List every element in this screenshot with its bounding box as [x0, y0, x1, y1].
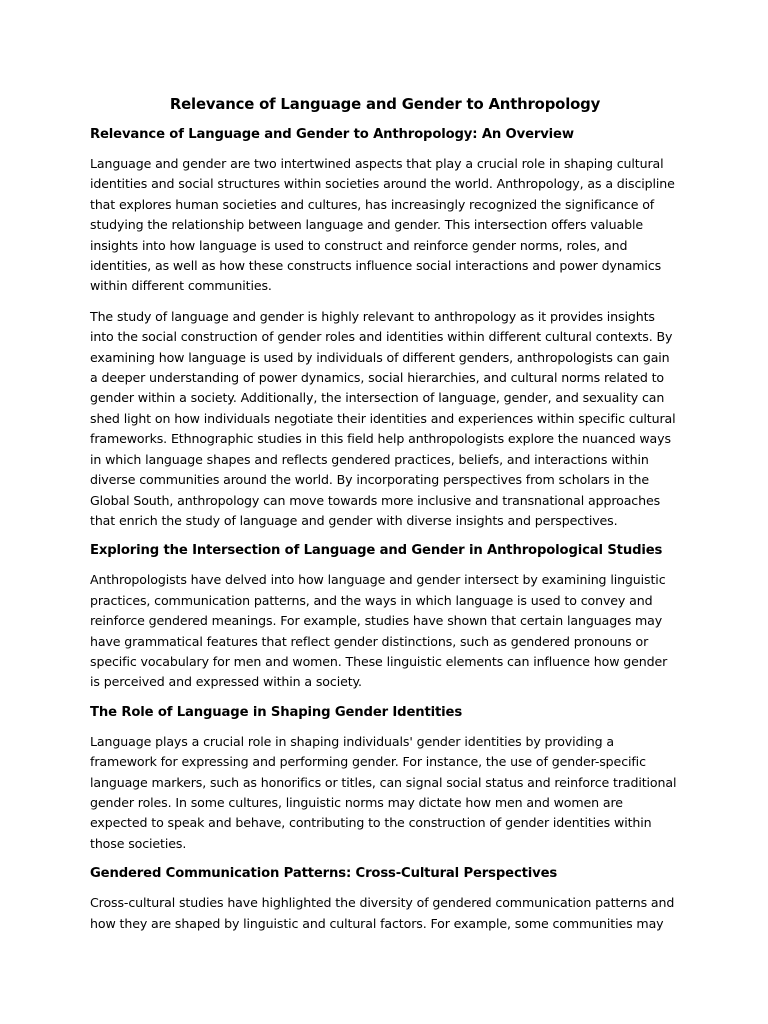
- communication-patterns-paragraph: Cross-cultural studies have highlighted the diversity of gendered communication patterns and how they are shaped by linguistic and cultural factors. For example, some communities may: [90, 895, 675, 931]
- language-role-paragraph: Language plays a crucial role in shaping individuals' gender identities by providing a framework for expressing and performing gender. For instance, the use of gender-specific language markers, such as honorifics or titles, can signal social status and reinforce traditional gender roles. In some cultures, linguistic norms may dictate how men and women are expected to speak and behave, contributing to the construction of gender identities within those societies.: [90, 733, 677, 851]
- section-heading-overview: Relevance of Language and Gender to Anthropology: An Overview: [90, 127, 574, 142]
- document-title: Relevance of Language and Gender to Anthropology: [169, 95, 601, 113]
- intersection-paragraph: Anthropologists have delved into how language and gender intersect by examining linguistic practices, communication patterns, and the ways in which language is used to convey and reinforce gendered meanings. For example, studies have shown that certain languages may have grammatical features that reflect gender distinctions, such as gendered pronouns or specific vocabulary for men and women. These linguistic elements can influence how gender is perceived and expressed within a society.: [90, 572, 668, 690]
- section-heading-language-role: The Role of Language in Shaping Gender Identities: [90, 704, 463, 720]
- overview-paragraph-2: The study of language and gender is highly relevant to anthropology as it provides insights into the social construction of gender roles and identities within different cultural contexts. By examining how language is used by individuals of different genders, anthropologists can gain a deeper understanding of power dynamics, social hierarchies, and cultural norms related to gender within a society. Additionally, the intersection of language, gender, and sexuality can shed light on how individuals negotiate their identities and experiences within specific cultural frameworks. Ethnographic studies in this field help anthropologists explore the nuanced ways in which language shapes and reflects gendered practices, beliefs, and interactions within diverse communities around the world. By incorporating perspectives from scholars in the Global South, anthropology can move towards more inclusive and transnational approaches that enrich the study of language and gender with diverse insights and perspectives.: [90, 308, 676, 528]
- overview-paragraph-1: Language and gender are two intertwined aspects that play a crucial role in shaping cultural identities and social structures within societies around the world. Anthropology, as a discipline that explores human societies and cultures, has increasingly recognized the significance of studying the relationship between language and gender. This intersection offers valuable insights into how language is used to construct and reinforce gender norms, roles, and identities, as well as how these constructs influence social interactions and power dynamics within different communities.: [90, 156, 675, 294]
- section-heading-communication-patterns: Gendered Communication Patterns: Cross-Cultural Perspectives: [90, 866, 558, 882]
- document-content: [90, 92, 680, 944]
- section-heading-intersection: Exploring the Intersection of Language and Gender in Anthropological Studies: [90, 543, 663, 559]
